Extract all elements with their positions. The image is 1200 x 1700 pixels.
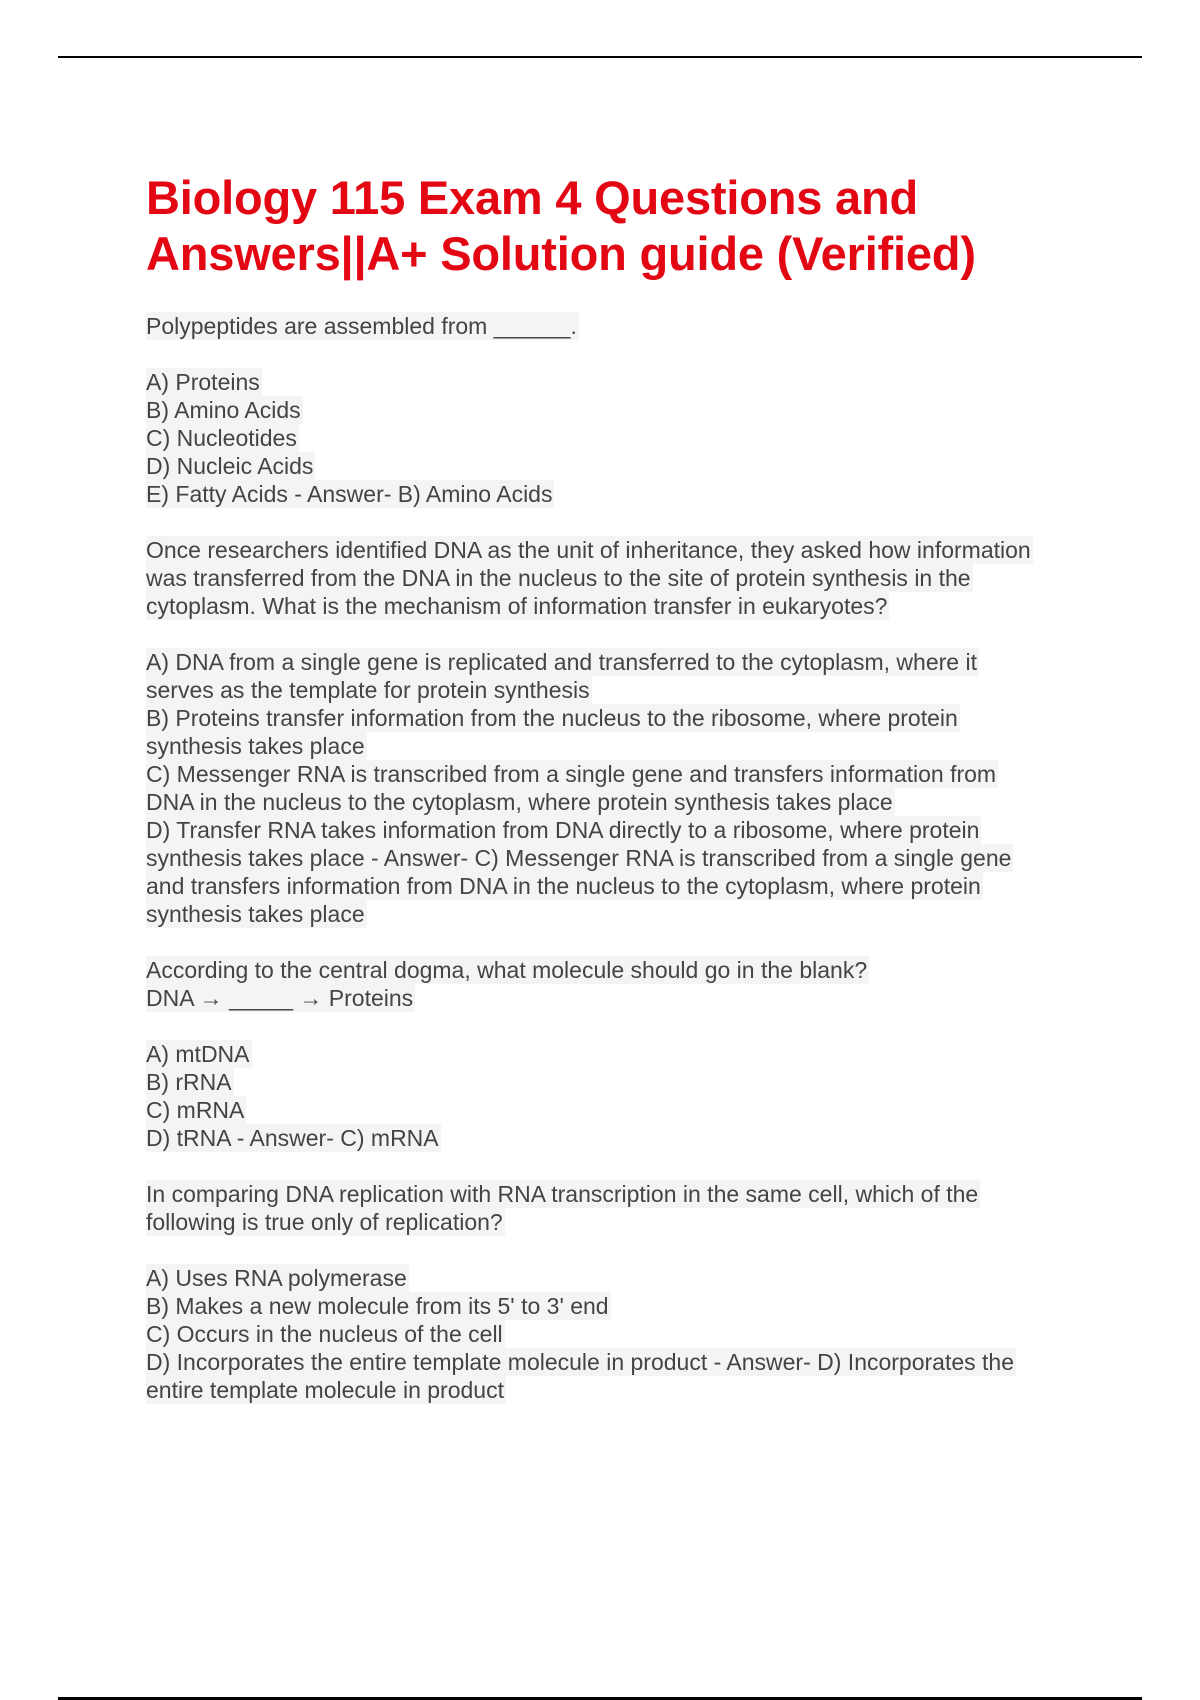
header-rule xyxy=(58,56,1142,58)
answer-options xyxy=(146,1040,1086,1152)
question-block xyxy=(146,536,1086,928)
answer-option-line: E) Fatty Acids - Answer- B) Amino Acids xyxy=(146,481,553,507)
answer-option-line: and transfers information from DNA in the nucleus to the cytoplasm, where protein xyxy=(146,873,981,899)
question-prompt-line: Once researchers identified DNA as the unit of inheritance, they asked how information xyxy=(146,537,1031,563)
answer-option-line: entire template molecule in product xyxy=(146,1377,504,1403)
question-prompt-line: In comparing DNA replication with RNA transcription in the same cell, which of the xyxy=(146,1181,979,1207)
question-block xyxy=(146,312,1086,508)
question-list xyxy=(146,312,1086,1404)
answer-option-line: B) rRNA xyxy=(146,1069,232,1095)
answer-option-line: A) DNA from a single gene is replicated and transferred to the cytoplasm, where it xyxy=(146,649,977,675)
title-line: Answers||A+ Solution guide (Verified) xyxy=(146,227,976,280)
question-prompt xyxy=(146,312,1086,340)
spacer xyxy=(146,1012,1086,1040)
answer-option-line: C) Messenger RNA is transcribed from a single gene and transfers information from xyxy=(146,761,997,787)
title-line: Biology 115 Exam 4 Questions and xyxy=(146,171,918,224)
question-prompt-line: following is true only of replication? xyxy=(146,1209,503,1235)
answer-option-line: synthesis takes place xyxy=(146,733,365,759)
answer-option-line: B) Proteins transfer information from the nucleus to the ribosome, where protein xyxy=(146,705,958,731)
question-prompt xyxy=(146,536,1086,620)
answer-option-line: A) Uses RNA polymerase xyxy=(146,1265,407,1291)
question-prompt-line: was transferred from the DNA in the nucleus to the site of protein synthesis in the xyxy=(146,565,971,591)
spacer xyxy=(146,1236,1086,1264)
answer-option-line: DNA in the nucleus to the cytoplasm, where protein synthesis takes place xyxy=(146,789,893,815)
answer-option-line: B) Makes a new molecule from its 5' to 3' end xyxy=(146,1293,609,1319)
document-title xyxy=(146,170,1086,282)
answer-options xyxy=(146,368,1086,508)
question-prompt-line: DNA → _____ → Proteins xyxy=(146,985,414,1011)
answer-option-line: serves as the template for protein synthesis xyxy=(146,677,590,703)
answer-option-line: C) Nucleotides xyxy=(146,425,297,451)
question-prompt-line: cytoplasm. What is the mechanism of information transfer in eukaryotes? xyxy=(146,593,888,619)
question-prompt-line: Polypeptides are assembled from ______. xyxy=(146,313,577,339)
answer-option-line: D) Incorporates the entire template molecule in product - Answer- D) Incorporates the xyxy=(146,1349,1015,1375)
question-prompt-line: According to the central dogma, what molecule should go in the blank? xyxy=(146,957,868,983)
answer-options xyxy=(146,648,1086,928)
answer-options xyxy=(146,1264,1086,1404)
spacer xyxy=(146,620,1086,648)
answer-option-line: synthesis takes place - Answer- C) Messenger RNA is transcribed from a single gene xyxy=(146,845,1012,871)
question-prompt xyxy=(146,1180,1086,1236)
answer-option-line: C) mRNA xyxy=(146,1097,245,1123)
spacer xyxy=(146,340,1086,368)
question-prompt xyxy=(146,956,1086,1012)
answer-option-line: A) mtDNA xyxy=(146,1041,250,1067)
answer-option-line: synthesis takes place xyxy=(146,901,365,927)
answer-option-line: D) tRNA - Answer- C) mRNA xyxy=(146,1125,439,1151)
answer-option-line: C) Occurs in the nucleus of the cell xyxy=(146,1321,503,1347)
document-body xyxy=(146,170,1086,1432)
question-block xyxy=(146,1180,1086,1404)
answer-option-line: D) Nucleic Acids xyxy=(146,453,314,479)
answer-option-line: D) Transfer RNA takes information from DNA directly to a ribosome, where protein xyxy=(146,817,980,843)
answer-option-line: B) Amino Acids xyxy=(146,397,301,423)
answer-option-line: A) Proteins xyxy=(146,369,260,395)
question-block xyxy=(146,956,1086,1152)
